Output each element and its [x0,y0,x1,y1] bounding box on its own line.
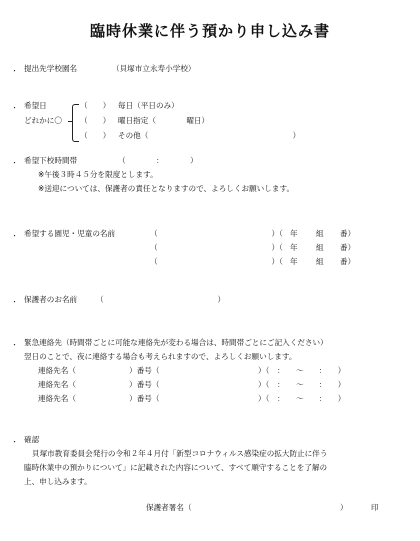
contact-row-field[interactable]: 連絡先名（ ）番号（ [38,394,160,403]
seal-mark: 印 [371,503,379,512]
signature-label: 保護者署名（ [146,503,192,512]
days-option-checkbox[interactable]: （ ） [80,101,111,110]
child-class: 組 [316,243,324,252]
bullet: ・ [11,104,18,112]
days-option-label: 毎日（平日のみ） [118,101,179,110]
child-number: 番） [340,229,356,238]
child-year: 年 [290,243,298,252]
contact-time-field[interactable]: ）（ ： 〜 ： ） [258,394,346,403]
brace-tick [68,121,72,122]
child-class: 組 [316,229,324,238]
confirm-text: 貝塚市教育委員会発行の令和２年４月付「新型コロナウィルス感染症の拡大防止に伴う [32,449,328,458]
bullet: ・ [11,67,18,75]
days-label: 希望日 [24,101,47,110]
school-value: （貝塚市立永寿小学校） [112,64,196,73]
days-option-checkbox[interactable]: （ ） [80,131,111,140]
brace [72,104,79,142]
contact-row-field[interactable]: 連絡先名（ ）番号（ [38,366,160,375]
days-option-label: 曜日指定（ 曜日） [118,116,210,125]
dismissal-label: 希望下校時間帯 [24,156,78,165]
contact-time-field[interactable]: ）（ ： 〜 ： ） [258,366,346,375]
bullet: ・ [11,159,18,167]
child-year: 年 [290,229,298,238]
days-option-label[interactable]: その他（ ） [118,131,301,140]
bullet: ・ [11,232,18,240]
child-number: 番） [340,243,356,252]
confirm-label: 確認 [24,435,40,444]
guardian-label: 保護者のお名前 [24,295,78,304]
child-class: 組 [316,257,324,266]
child-name-field[interactable]: （ ）（ [150,229,283,238]
child-name-field[interactable]: （ ）（ [150,257,283,266]
child-year: 年 [290,257,298,266]
dismissal-time-field[interactable]: （ ： ） [118,156,198,165]
guardian-name-field[interactable]: （ ） [96,295,226,304]
bullet: ・ [11,341,18,349]
confirm-text: 上、申し込みます。 [24,477,92,486]
dismissal-note: ※送迎については、保護者の責任となりますので、よろしくお願いします。 [38,184,295,193]
emergency-label: 緊急連絡先（時間帯ごとに可能な連絡先が変わる場合は、時間帯ごとにご記入ください） [24,338,328,347]
emergency-note: 翌日のことで、夜に連絡する場合も考えられますので、よろしくお願いします。 [24,352,297,361]
child-name-field[interactable]: （ ）（ [150,243,283,252]
days-choose-instruction: どれかに〇 [24,116,62,125]
bullet: ・ [11,298,18,306]
form-title: 臨時休業に伴う預かり申し込み書 [89,22,330,40]
days-option-checkbox[interactable]: （ ） [80,116,111,125]
children-label: 希望する園児・児童の名前 [24,229,116,238]
child-number: 番） [340,257,356,266]
contact-time-field[interactable]: ）（ ： 〜 ： ） [258,380,346,389]
dismissal-note: ※午後３時４５分を限度とします。 [38,170,158,179]
bullet: ・ [11,438,18,446]
school-label: 提出先学校園名 [24,64,78,73]
contact-row-field[interactable]: 連絡先名（ ）番号（ [38,380,160,389]
confirm-text: 臨時休業中の預かりについて」に記載された内容について、すべて順守することを了解の [24,463,328,472]
signature-close: ） [340,503,348,512]
